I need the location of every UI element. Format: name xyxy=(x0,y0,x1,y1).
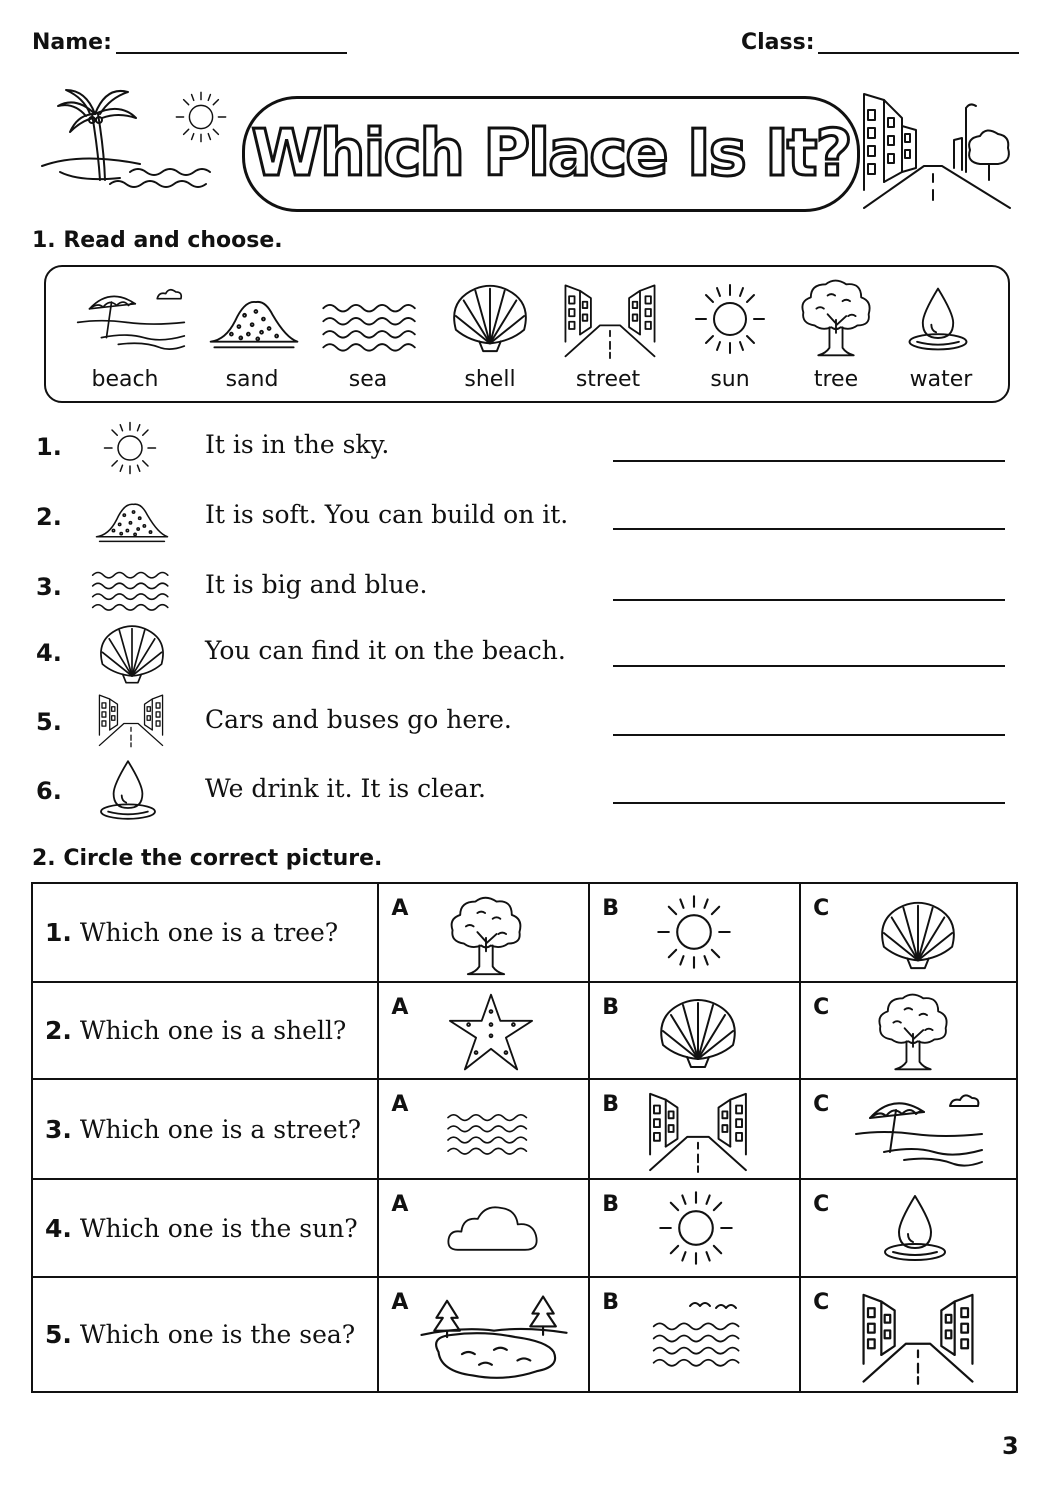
table-row xyxy=(32,1079,1017,1179)
city-street-icon xyxy=(862,88,1012,212)
sun-icon xyxy=(652,890,736,974)
answer-line[interactable] xyxy=(613,734,1005,736)
sun-icon xyxy=(690,279,770,359)
street-icon xyxy=(642,1086,754,1174)
answer-line[interactable] xyxy=(613,460,1005,462)
option-letter: A xyxy=(391,896,409,921)
tree-icon xyxy=(794,275,878,359)
sand-icon xyxy=(206,287,302,353)
option-c[interactable] xyxy=(800,1179,1017,1277)
table-row xyxy=(32,1179,1017,1277)
class-label: Class: xyxy=(741,30,815,55)
sand-icon xyxy=(84,492,180,546)
bird-icon xyxy=(688,1296,738,1312)
water-icon xyxy=(92,754,164,826)
answer-line[interactable] xyxy=(613,599,1005,601)
section1-heading: 1. Read and choose. xyxy=(32,228,283,253)
option-c[interactable] xyxy=(800,883,1017,982)
sun-icon xyxy=(172,88,230,146)
question-number: 4. xyxy=(36,639,62,667)
option-letter: C xyxy=(813,1192,830,1217)
beach-icon xyxy=(76,285,186,353)
word-sand: sand xyxy=(225,367,279,392)
answer-line[interactable] xyxy=(613,665,1005,667)
option-letter: B xyxy=(602,896,620,921)
option-a[interactable] xyxy=(378,982,589,1079)
option-letter: C xyxy=(813,1290,830,1315)
shell-icon xyxy=(873,896,963,974)
question-number: 3. xyxy=(45,1114,72,1144)
beach-icon xyxy=(851,1090,987,1170)
option-c[interactable] xyxy=(800,982,1017,1079)
street-icon xyxy=(76,690,186,748)
street-icon xyxy=(560,277,660,361)
question-number: 3. xyxy=(36,573,62,601)
table-row xyxy=(32,883,1017,982)
title-banner xyxy=(242,96,860,212)
option-letter: A xyxy=(391,1192,409,1217)
circle-table xyxy=(31,882,1018,1393)
sea-icon xyxy=(634,1316,760,1368)
option-letter: B xyxy=(602,1092,620,1117)
sea-icon xyxy=(82,566,180,612)
question-number: 5. xyxy=(45,1320,72,1349)
question-number: 1. xyxy=(45,918,72,947)
option-b[interactable] xyxy=(589,1179,800,1277)
section2-heading: 2. Circle the correct picture. xyxy=(32,846,383,871)
answer-line[interactable] xyxy=(613,528,1005,530)
option-letter: B xyxy=(602,1192,620,1217)
table-row xyxy=(32,1277,1017,1392)
question-number: 4. xyxy=(45,1213,72,1243)
question-text: Which one is a street? xyxy=(79,1114,362,1144)
question-text: Which one is a tree? xyxy=(79,918,339,947)
option-letter: A xyxy=(391,995,409,1020)
name-field[interactable] xyxy=(116,52,347,54)
question-number: 6. xyxy=(36,777,62,805)
question-text: We drink it. It is clear. xyxy=(205,774,486,803)
option-letter: C xyxy=(813,896,830,921)
starfish-icon xyxy=(443,991,539,1075)
name-label: Name: xyxy=(32,30,112,55)
option-a[interactable] xyxy=(378,1179,589,1277)
option-letter: A xyxy=(391,1092,409,1117)
question-number: 1. xyxy=(36,433,62,461)
question-number: 2. xyxy=(36,503,62,531)
question-text: It is in the sky. xyxy=(205,430,390,459)
question-text: Which one is the sea? xyxy=(79,1320,356,1349)
page-title: Which Place Is It? xyxy=(251,117,851,191)
option-letter: B xyxy=(602,1290,620,1315)
answer-line[interactable] xyxy=(613,802,1005,804)
water-icon xyxy=(875,1188,955,1268)
street-icon xyxy=(853,1286,983,1386)
question-text: Cars and buses go here. xyxy=(205,705,512,734)
shell-icon xyxy=(446,279,534,357)
word-sun: sun xyxy=(710,367,750,392)
question-number: 2. xyxy=(45,1016,72,1045)
tree-icon xyxy=(871,989,955,1073)
option-letter: A xyxy=(391,1290,409,1315)
word-water: water xyxy=(909,367,973,392)
option-letter: B xyxy=(602,995,620,1020)
option-b[interactable] xyxy=(589,1277,800,1392)
question-text: It is big and blue. xyxy=(205,570,428,599)
shell-icon xyxy=(652,993,744,1073)
word-beach: beach xyxy=(91,367,159,392)
word-bank xyxy=(44,265,1010,403)
sun-icon xyxy=(100,418,160,478)
word-street: street xyxy=(575,367,641,392)
question-text: Which one is a shell? xyxy=(79,1016,347,1045)
option-c[interactable] xyxy=(800,1277,1017,1392)
question-cell xyxy=(32,1179,378,1277)
option-a[interactable] xyxy=(378,883,589,982)
sun-icon xyxy=(654,1186,738,1270)
option-b[interactable] xyxy=(589,982,800,1079)
water-icon xyxy=(900,281,976,357)
sea-icon xyxy=(318,297,422,353)
question-text: Which one is the sun? xyxy=(79,1213,358,1243)
option-c[interactable] xyxy=(800,1079,1017,1179)
class-field[interactable] xyxy=(818,52,1019,54)
page-number: 3 xyxy=(1002,1432,1019,1460)
question-number: 5. xyxy=(36,708,62,736)
question-cell xyxy=(32,883,378,982)
word-tree: tree xyxy=(813,367,859,392)
question-cell xyxy=(32,1079,378,1179)
tree-icon xyxy=(443,892,529,978)
option-letter: C xyxy=(813,995,830,1020)
option-a[interactable] xyxy=(378,1277,589,1392)
option-b[interactable] xyxy=(589,1079,800,1179)
question-cell xyxy=(32,1277,378,1392)
question-text: You can find it on the beach. xyxy=(205,636,566,665)
option-b[interactable] xyxy=(589,883,800,982)
sea-icon xyxy=(423,1108,553,1156)
word-sea: sea xyxy=(348,367,388,392)
lake-icon xyxy=(419,1288,569,1384)
table-row xyxy=(32,982,1017,1079)
option-letter: C xyxy=(813,1092,830,1117)
question-text: It is soft. You can build on it. xyxy=(205,500,569,529)
cloud-icon xyxy=(445,1200,545,1256)
shell-icon xyxy=(94,620,170,688)
question-cell xyxy=(32,982,378,1079)
option-a[interactable] xyxy=(378,1079,589,1179)
word-shell: shell xyxy=(464,367,516,392)
